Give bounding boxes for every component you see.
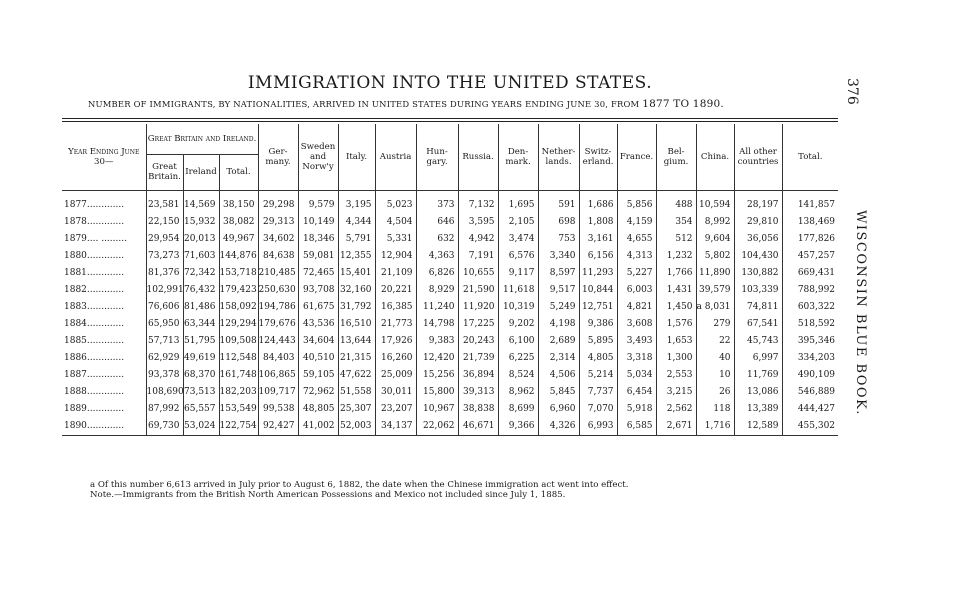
year-cell: 1877............. [64,200,125,210]
table-row [62,265,838,282]
table-cell: 74,811 [734,299,782,316]
header-france: France. [617,124,656,190]
table-cell: 144,876 [219,248,258,265]
table-cell: 3,595 [458,214,498,231]
table-cell: 29,313 [258,214,298,231]
table-cell: 1,576 [656,316,696,333]
table-cell: 81,376 [146,265,183,282]
header-gb-total: Total. [219,154,258,190]
table-cell: 5,214 [579,367,617,384]
table-cell: 1,450 [656,299,696,316]
table-cell: 103,339 [734,282,782,299]
table-row [62,333,838,350]
table-cell: 6,454 [617,384,656,401]
table-cell: 141,857 [782,190,838,214]
table-cell: 3,161 [579,231,617,248]
subtitle-years: 1877 TO 1890. [642,98,724,110]
table-cell: 5,918 [617,401,656,418]
table-cell: 13,389 [734,401,782,418]
table-cell: 59,081 [298,248,338,265]
header-switzerland: Switz-erland. [579,124,617,190]
table-cell: 158,092 [219,299,258,316]
table-cell: 9,604 [696,231,734,248]
header-italy: Italy. [338,124,375,190]
table-cell: 122,754 [219,418,258,436]
page-number: 376 [844,78,860,105]
table-cell: 2,105 [498,214,538,231]
table-cell: 2,671 [656,418,696,436]
table-cell: 65,557 [183,401,219,418]
table-cell: 84,403 [258,350,298,367]
year-cell: 1878............. [64,217,125,227]
table-row [62,282,838,299]
year-cell: 1884............. [64,319,125,329]
table-note: Note.—Immigrants from the British North American Possessions and Mexico not included since July 1, 1885. [90,490,566,500]
table-cell: 18,346 [298,231,338,248]
table-cell: 29,954 [146,231,183,248]
year-cell: 1885............. [64,336,125,346]
header-great-britain: Great Britain. [146,154,183,190]
table-cell: 99,538 [258,401,298,418]
table-cell: 6,960 [538,401,579,418]
table-cell: 76,432 [183,282,219,299]
year-cell: 1882............. [64,285,125,295]
table-cell: 29,810 [734,214,782,231]
table-cell: 138,469 [782,214,838,231]
table-cell: 179,676 [258,316,298,333]
table-row [62,316,838,333]
table-cell: 3,195 [338,190,375,214]
table-cell: 632 [416,231,458,248]
table-cell: 7,132 [458,190,498,214]
table-cell: 93,378 [146,367,183,384]
header-russia: Russia. [458,124,498,190]
table-cell: 52,003 [338,418,375,436]
table-cell: 25,009 [375,367,416,384]
table-cell: 69,730 [146,418,183,436]
table-cell: 15,800 [416,384,458,401]
table-cell: 14,569 [183,190,219,214]
table-cell: 36,056 [734,231,782,248]
table-cell: 46,671 [458,418,498,436]
table-cell: 26 [696,384,734,401]
table-cell: 334,203 [782,350,838,367]
table-cell: 9,366 [498,418,538,436]
table-cell: 4,942 [458,231,498,248]
table-cell: 455,302 [782,418,838,436]
table-cell: 9,386 [579,316,617,333]
table-cell: 177,826 [782,231,838,248]
table-row [62,214,838,231]
table-cell: 39,313 [458,384,498,401]
header-denmark: Den-mark. [498,124,538,190]
table-cell: 57,713 [146,333,183,350]
table-cell: 76,606 [146,299,183,316]
table-cell: 12,589 [734,418,782,436]
table-cell: 354 [656,214,696,231]
table-cell: a 8,031 [696,299,734,316]
table-cell: 1,300 [656,350,696,367]
table-row [62,401,838,418]
table-cell: 2,314 [538,350,579,367]
table-cell: 13,086 [734,384,782,401]
table-cell: 3,608 [617,316,656,333]
running-head: WISCONSIN BLUE BOOK. [853,210,868,416]
table-cell: 8,524 [498,367,538,384]
header-hungary: Hun-gary. [416,124,458,190]
table-cell: 9,202 [498,316,538,333]
year-cell: 1881............. [64,268,125,278]
year-cell: 1886............. [64,353,125,363]
header-sweden-norway: Sweden and Norw'y [298,124,338,190]
table-cell: 9,517 [538,282,579,299]
table-cell: 73,273 [146,248,183,265]
table-cell: 34,137 [375,418,416,436]
table-cell: 124,443 [258,333,298,350]
table-cell: 698 [538,214,579,231]
table-cell: 92,427 [258,418,298,436]
table-cell: 8,699 [498,401,538,418]
table-cell: 1,431 [656,282,696,299]
table-cell: 488 [656,190,696,214]
table-cell: 20,013 [183,231,219,248]
table-cell: 5,034 [617,367,656,384]
table-body [62,190,838,435]
table-cell: 15,932 [183,214,219,231]
header-china: China. [696,124,734,190]
table-cell: 5,249 [538,299,579,316]
table-cell: 373 [416,190,458,214]
table-cell: 29,298 [258,190,298,214]
table-cell: 4,313 [617,248,656,265]
table-cell: 6,997 [734,350,782,367]
table-cell: 49,967 [219,231,258,248]
table-cell: 3,340 [538,248,579,265]
table-cell: 11,920 [458,299,498,316]
table-cell: 8,597 [538,265,579,282]
table-cell: 23,581 [146,190,183,214]
table-row [62,299,838,316]
header-germany: Ger-many. [258,124,298,190]
table-cell: 3,318 [617,350,656,367]
table-cell: 5,845 [538,384,579,401]
table-cell: 11,618 [498,282,538,299]
table-cell: 13,644 [338,333,375,350]
table-cell: 8,962 [498,384,538,401]
table-cell: 4,821 [617,299,656,316]
table-cell: 9,117 [498,265,538,282]
table-cell: 63,344 [183,316,219,333]
table-cell: 23,207 [375,401,416,418]
table-cell: 72,962 [298,384,338,401]
table-cell: 12,904 [375,248,416,265]
table-cell: 11,769 [734,367,782,384]
table-cell: 108,690 [146,384,183,401]
table-cell: 9,579 [298,190,338,214]
table-cell: 153,718 [219,265,258,282]
table-cell: 16,385 [375,299,416,316]
table-cell: 28,197 [734,190,782,214]
top-rule [62,118,838,119]
table-row [62,350,838,367]
table-cell: 31,792 [338,299,375,316]
table-cell: 59,105 [298,367,338,384]
table-cell: 2,553 [656,367,696,384]
table-cell: 5,227 [617,265,656,282]
table-cell: 4,655 [617,231,656,248]
table-cell: 12,420 [416,350,458,367]
table-cell: 12,751 [579,299,617,316]
year-cell: 1879.... ......... [64,234,127,244]
table-cell: 2,689 [538,333,579,350]
table-cell: 22 [696,333,734,350]
table-cell: 457,257 [782,248,838,265]
table-cell: 5,802 [696,248,734,265]
table-cell: 6,826 [416,265,458,282]
table-cell: 21,315 [338,350,375,367]
table-cell: 6,576 [498,248,538,265]
table-cell: 16,510 [338,316,375,333]
table-cell: 1,716 [696,418,734,436]
table-cell: 10,967 [416,401,458,418]
table-cell: 21,109 [375,265,416,282]
table-cell: 109,508 [219,333,258,350]
table-cell: 395,346 [782,333,838,350]
table-cell: 109,717 [258,384,298,401]
year-cell: 1889............. [64,404,125,414]
table-cell: 6,156 [579,248,617,265]
page-title: IMMIGRATION INTO THE UNITED STATES. [247,73,653,93]
table-cell: 93,708 [298,282,338,299]
table-cell: 81,486 [183,299,219,316]
table-subtitle [88,98,724,110]
table-cell: 444,427 [782,401,838,418]
table-cell: 179,423 [219,282,258,299]
table-row [62,418,838,436]
table-cell: 3,215 [656,384,696,401]
table-cell: 10,594 [696,190,734,214]
table-cell: 603,322 [782,299,838,316]
table-cell: 40 [696,350,734,367]
table-cell: 9,383 [416,333,458,350]
table-cell: 47,622 [338,367,375,384]
table-cell: 7,191 [458,248,498,265]
table-cell: 1,232 [656,248,696,265]
table-cell: 36,894 [458,367,498,384]
table-cell: 12,355 [338,248,375,265]
table-cell: 669,431 [782,265,838,282]
table-cell: 10,149 [298,214,338,231]
table-cell: 62,929 [146,350,183,367]
table-cell: 38,150 [219,190,258,214]
table-cell: 84,638 [258,248,298,265]
table-cell: 5,023 [375,190,416,214]
table-cell: 753 [538,231,579,248]
table-cell: 10,319 [498,299,538,316]
table-cell: 3,474 [498,231,538,248]
table-cell: 87,992 [146,401,183,418]
header-total: Total. [782,124,838,190]
table-cell: 7,070 [579,401,617,418]
table-cell: 40,510 [298,350,338,367]
table-cell: 38,838 [458,401,498,418]
table-cell: 4,344 [338,214,375,231]
table-cell: 43,536 [298,316,338,333]
year-cell: 1887............. [64,370,125,380]
year-cell: 1888............. [64,387,125,397]
table-cell: 4,159 [617,214,656,231]
table-cell: 153,549 [219,401,258,418]
table-cell: 22,062 [416,418,458,436]
footnote-a: a Of this number 6,613 arrived in July prior to August 6, 1882, the date when the Chinese immigration act went into effect. [90,480,629,490]
table-cell: 112,548 [219,350,258,367]
table-cell: 51,795 [183,333,219,350]
table-cell: 65,950 [146,316,183,333]
table-cell: 61,675 [298,299,338,316]
table-row [62,231,838,248]
year-cell: 1880............. [64,251,125,261]
year-cell: 1883............. [64,302,125,312]
subtitle-text: NUMBER OF IMMIGRANTS, BY NATIONALITIES, ARRIVED IN UNITED STATES DURING YEARS ENDING JUNE 30, FROM [88,99,640,109]
table-cell: 118 [696,401,734,418]
table-cell: 20,221 [375,282,416,299]
table-cell: 14,798 [416,316,458,333]
table-cell: 8,929 [416,282,458,299]
table-cell: 11,240 [416,299,458,316]
table-cell: 6,100 [498,333,538,350]
table-cell: 546,889 [782,384,838,401]
table-cell: 53,024 [183,418,219,436]
table-cell: 30,011 [375,384,416,401]
table-cell: 5,856 [617,190,656,214]
table-cell: 129,294 [219,316,258,333]
immigration-table [62,124,838,436]
table-row [62,248,838,265]
table-cell: 182,203 [219,384,258,401]
table-cell: 6,003 [617,282,656,299]
table-cell: 5,331 [375,231,416,248]
table-cell: 32,160 [338,282,375,299]
table-cell: 2,562 [656,401,696,418]
table-cell: 591 [538,190,579,214]
table-cell: 4,198 [538,316,579,333]
table-cell: 34,604 [298,333,338,350]
table-cell: 4,805 [579,350,617,367]
table-cell: 512 [656,231,696,248]
header-great-britain-ireland: Great Britain and Ireland. [146,124,258,154]
table-cell: 3,493 [617,333,656,350]
table-cell: 490,109 [782,367,838,384]
header-ireland: Ireland [183,154,219,190]
table-cell: 4,326 [538,418,579,436]
table-cell: 68,370 [183,367,219,384]
table-row [62,190,838,214]
top-rule-inner [62,121,838,122]
table-cell: 1,766 [656,265,696,282]
table-cell: 48,805 [298,401,338,418]
table-cell: 788,992 [782,282,838,299]
table-cell: 21,590 [458,282,498,299]
table-cell: 1,808 [579,214,617,231]
table-cell: 6,225 [498,350,538,367]
table-cell: 17,926 [375,333,416,350]
table-cell: 4,363 [416,248,458,265]
table-cell: 25,307 [338,401,375,418]
table-cell: 130,882 [734,265,782,282]
table-cell: 194,786 [258,299,298,316]
table-cell: 45,743 [734,333,782,350]
table-cell: 6,993 [579,418,617,436]
table-cell: 21,739 [458,350,498,367]
header-all-other-countries: All other countries [734,124,782,190]
year-cell: 1890............. [62,418,146,436]
table-cell: 10,655 [458,265,498,282]
table-row [62,384,838,401]
table-cell: 21,773 [375,316,416,333]
table-cell: 67,541 [734,316,782,333]
table-cell: 10 [696,367,734,384]
table-cell: 4,506 [538,367,579,384]
table-cell: 39,579 [696,282,734,299]
table-cell: 6,585 [617,418,656,436]
table-cell: 38,082 [219,214,258,231]
table-cell: 34,602 [258,231,298,248]
table-cell: 11,293 [579,265,617,282]
table-cell: 17,225 [458,316,498,333]
table-cell: 646 [416,214,458,231]
table-cell: 102,991 [146,282,183,299]
table-cell: 22,150 [146,214,183,231]
table-cell: 4,504 [375,214,416,231]
table-cell: 10,844 [579,282,617,299]
table-cell: 15,401 [338,265,375,282]
table-cell: 20,243 [458,333,498,350]
table-cell: 7,737 [579,384,617,401]
table-cell: 72,342 [183,265,219,282]
table-cell: 15,256 [416,367,458,384]
table-cell: 161,748 [219,367,258,384]
table-cell: 11,890 [696,265,734,282]
header-austria: Austria [375,124,416,190]
table-cell: 51,558 [338,384,375,401]
table-cell: 5,895 [579,333,617,350]
table-cell: 73,513 [183,384,219,401]
table-cell: 5,791 [338,231,375,248]
table-cell: 1,695 [498,190,538,214]
header-netherlands: Nether-lands. [538,124,579,190]
header-belgium: Bel-gium. [656,124,696,190]
table-cell: 72,465 [298,265,338,282]
header-year-ending: Year Ending June 30— [62,124,146,190]
table-cell: 49,619 [183,350,219,367]
table-cell: 41,002 [298,418,338,436]
table-cell: 71,603 [183,248,219,265]
table-cell: 1,653 [656,333,696,350]
table-cell: 106,865 [258,367,298,384]
table-cell: 518,592 [782,316,838,333]
table-cell: 250,630 [258,282,298,299]
table-cell: 8,992 [696,214,734,231]
table-row [62,367,838,384]
table-cell: 279 [696,316,734,333]
table-cell: 16,260 [375,350,416,367]
table-cell: 104,430 [734,248,782,265]
table-cell: 1,686 [579,190,617,214]
table-cell: 210,485 [258,265,298,282]
